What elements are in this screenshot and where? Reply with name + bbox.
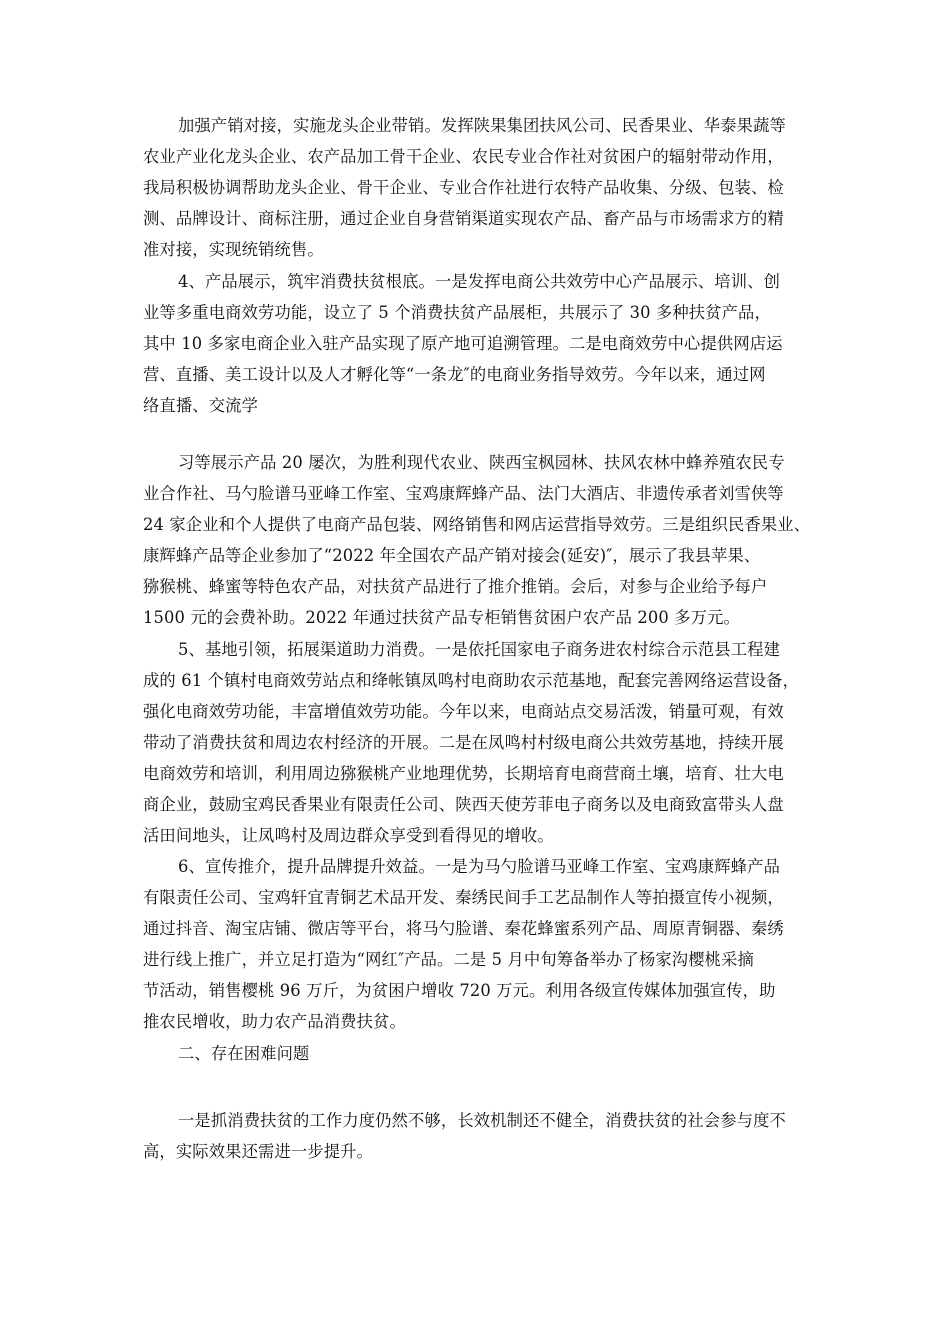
text-line: 营、直播、美工设计以及人才孵化等“一条龙″的电商业务指导效劳。今年以来，通过网	[143, 365, 766, 384]
text-line: 加强产销对接，实施龙头企业带销。发挥陕果集团扶风公司、民香果业、华泰果蔬等	[178, 116, 786, 135]
text-line: 测、品牌设计、商标注册，通过企业自身营销渠道实现农产品、畜产品与市场需求方的精	[143, 209, 784, 228]
text-line: 其中 10 多家电商企业入驻产品实现了原产地可追溯管理。二是电商效劳中心提供网店运	[143, 334, 783, 353]
text-line: 推农民增收，助力农产品消费扶贫。	[143, 1012, 406, 1031]
paragraph-leading-enterprises	[143, 110, 813, 265]
text-line: 5、基地引领，拓展渠道助力消费。一是依托国家电子商务进农村综合示范县工程建	[178, 640, 781, 659]
text-line: 通过抖音、淘宝店铺、微店等平台，将马勺脸谱、秦花蜂蜜系列产品、周原青铜器、秦绣	[143, 919, 784, 938]
text-line: 电商效劳和培训，利用周边猕猴桃产业地理优势，长期培育电商营商土壤，培育、壮大电	[143, 764, 784, 783]
text-line: 成的 61 个镇村电商效劳站点和绛帐镇凤鸣村电商助农示范基地，配套完善网络运营设备，	[143, 671, 800, 690]
text-line: 4、产品展示，筑牢消费扶贫根底。一是发挥电商公共效劳中心产品展示、培训、创	[178, 272, 781, 291]
text-line: 康辉蜂产品等企业参加了“2022 年全国农产品产销对接会(延安)″，展示了我县苹果、	[143, 546, 761, 565]
text-line: 带动了消费扶贫和周边农村经济的开展。二是在凤鸣村村级电商公共效劳基地，持续开展	[143, 733, 784, 752]
text-line: 强化电商效劳功能，丰富增值效劳功能。今年以来，电商站点交易活泼，销量可观，有效	[143, 702, 784, 721]
text-line: 节活动，销售樱桃 96 万斤，为贫困户增收 720 万元。利用各级宣传媒体加强宣传，助	[143, 981, 776, 1000]
text-line: 有限责任公司、宝鸡轩宜青铜艺术品开发、秦绣民间手工艺品制作人等拍摄宣传小视频，	[143, 888, 784, 907]
text-line: 习等展示产品 20 屡次，为胜利现代农业、陕西宝枫园林、扶风农林中蜂养殖农民专	[178, 453, 785, 472]
text-line: 活田间地头，让凤鸣村及周边群众享受到看得见的增收。	[143, 826, 554, 845]
paragraph-problem-one	[143, 1105, 813, 1167]
text-line: 我局积极协调帮助龙头企业、骨干企业、专业合作社进行农特产品收集、分级、包装、检	[143, 178, 784, 197]
paragraph-base-guidance	[143, 634, 813, 851]
text-line: 高，实际效果还需进一步提升。	[143, 1142, 374, 1161]
text-line: 进行线上推广，并立足打造为“网红″产品。二是 5 月中旬筹备举办了杨家沟樱桃采摘	[143, 950, 754, 969]
text-line: 商企业，鼓励宝鸡民香果业有限责任公司、陕西天使芳菲电子商务以及电商致富带头人盘	[143, 795, 784, 814]
paragraph-product-display	[143, 266, 813, 421]
paragraph-promotion	[143, 851, 813, 1037]
text-line: 1500 元的会费补助。2022 年通过扶贫产品专柜销售贫困户农产品 200 多万元。	[143, 608, 740, 627]
text-line: 络直播、交流学	[143, 396, 259, 415]
text-line: 猕猴桃、蜂蜜等特色农产品，对扶贫产品进行了推介推销。会后，对参与企业给予每户	[143, 577, 768, 596]
section-heading: 二、存在困难问题	[178, 1044, 310, 1063]
text-line: 24 家企业和个人提供了电商产品包装、网络销售和网店运营指导效劳。三是组织民香果业、	[143, 515, 811, 534]
text-line: 准对接，实现统销统售。	[143, 240, 324, 259]
section-heading-problems	[143, 1038, 813, 1069]
text-line: 6、宣传推介，提升品牌提升效益。一是为马勺脸谱马亚峰工作室、宝鸡康辉蜂产品	[178, 857, 781, 876]
text-line: 业等多重电商效劳功能，设立了 5 个消费扶贫产品展柜，共展示了 30 多种扶贫产品，	[143, 303, 771, 322]
text-line: 一是抓消费扶贫的工作力度仍然不够，长效机制还不健全，消费扶贫的社会参与度不	[178, 1111, 786, 1130]
paragraph-display-continued	[143, 447, 813, 633]
text-line: 农业产业化龙头企业、农产品加工骨干企业、农民专业合作社对贫困户的辐射带动作用，	[143, 147, 784, 166]
text-line: 业合作社、马勺脸谱马亚峰工作室、宝鸡康辉蜂产品、法门大酒店、非遗传承者刘雪侠等	[143, 484, 784, 503]
